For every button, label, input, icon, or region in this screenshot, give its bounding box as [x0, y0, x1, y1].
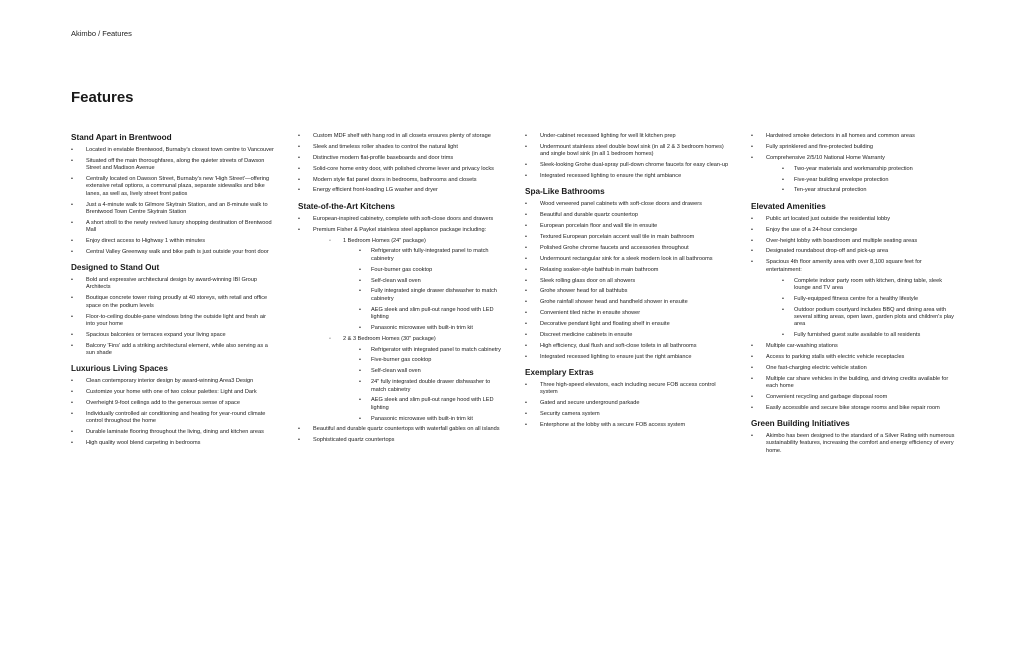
- sub-list-item: [327, 336, 505, 423]
- list-item: [751, 155, 956, 195]
- sub-sub-list: [343, 347, 505, 423]
- sub-sub-list-item: • Four-burner gas cooktop: [359, 267, 505, 274]
- feature-list: [71, 147, 276, 256]
- list-item: • High efficiency, dual flush and soft-close toilets in all bathrooms: [525, 343, 732, 350]
- list-item: • Overheight 9-foot ceilings add to the generous sense of space: [71, 400, 276, 407]
- list-item: • Clean contemporary interior design by award-winning Area3 Design: [71, 378, 276, 385]
- sub-sub-list-item: • Refrigerator with integrated panel to match cabinetry: [359, 347, 505, 354]
- sub-sub-list-item: • AEG sleek and slim pull-out range hood with LED lighting: [359, 307, 505, 322]
- list-item: • High quality wool blend carpeting in bedrooms: [71, 440, 276, 447]
- section-heading: Spa-Like Bathrooms: [525, 187, 605, 197]
- list-item: • Durable laminate flooring throughout the living, dining and kitchen areas: [71, 429, 276, 436]
- section-heading: Stand Apart in Brentwood: [71, 133, 172, 142]
- list-item: • Modern style flat panel doors in bedrooms, bathrooms and closets: [298, 177, 505, 184]
- section-heading: Designed to Stand Out: [71, 263, 160, 273]
- list-item: • Akimbo has been designed to the standard of a Silver Rating with numerous sustainability features, increasing the comfort and energy efficiency of every home.: [751, 433, 956, 455]
- list-item: • Spacious balconies or terraces expand your living space: [71, 332, 276, 339]
- group-label: 2 & 3 Bedroom Homes (30" package): [343, 335, 436, 342]
- sub-list-item: • Fully furnished guest suite available to all residents: [782, 332, 956, 339]
- sub-sub-list-item: • 24" fully integrated double drawer dishwasher to match cabinetry: [359, 379, 505, 394]
- sub-sub-list-item: • Self-clean wall oven: [359, 368, 505, 375]
- list-item: • Beautiful and durable quartz countertops with waterfall gables on all islands: [298, 426, 505, 433]
- list-item: • Located in enviable Brentwood, Burnaby's closest town centre to Vancouver: [71, 147, 276, 154]
- sub-sub-list-item: • Fully integrated single drawer dishwasher to match cabinetry: [359, 288, 505, 303]
- list-item: • Situated off the main thoroughfares, along the quieter streets of Dawson Street and Madison Avenue: [71, 158, 276, 173]
- sub-list-item: • Outdoor podium courtyard includes BBQ and dining area with several sitting areas, open lawn, garden plots and children's play area: [782, 307, 956, 329]
- list-item: • Boutique concrete tower rising proudly at 40 storeys, with retail and office space on the podium levels: [71, 295, 276, 310]
- list-item: • Gated and secure underground parkade: [525, 400, 732, 407]
- list-item: • Solid-core home entry door, with polished chrome lever and privacy locks: [298, 166, 505, 173]
- sub-sub-list-item: • Self-clean wall oven: [359, 278, 505, 285]
- list-item: • Fully sprinklered and fire-protected building: [751, 144, 956, 151]
- feature-list: [71, 277, 276, 357]
- list-item: • Grohe rainfall shower head and handheld shower in ensuite: [525, 299, 732, 306]
- list-item: • Beautiful and durable quartz countertop: [525, 212, 732, 219]
- list-item: • Centrally located on Dawson Street, Burnaby's new 'High Street'—offering extensive retail options, a communal plaza, separate sidewalks and bike lanes, as well as, lively street front patios: [71, 176, 276, 198]
- sub-list-item: • Complete indoor party room with kitchen, dining table, sleek lounge and TV area: [782, 278, 956, 293]
- list-item: • European-inspired cabinetry, complete with soft-close doors and drawers: [298, 216, 505, 223]
- list-item: • Sleek rolling glass door on all showers: [525, 278, 732, 285]
- list-item: • Bold and expressive architectural design by award-winning IBI Group Architects: [71, 277, 276, 292]
- list-item: • Designated roundabout drop-off and pick-up area: [751, 248, 956, 255]
- list-item: • Just a 4-minute walk to Gilmore Skytrain Station, and an 8-minute walk to Brentwood Town Centre Skytrain Station: [71, 202, 276, 217]
- list-item: • Wood veneered panel cabinets with soft-close doors and drawers: [525, 201, 732, 208]
- list-item: • European porcelain floor and wall tile in ensuite: [525, 223, 732, 230]
- list-item: • Multiple car share vehicles in the building, and driving credits available for each home: [751, 376, 956, 391]
- sub-list: [766, 278, 956, 340]
- section-heading: State-of-the-Art Kitchens: [298, 201, 395, 211]
- list-item: • Distinctive modern flat-profile baseboards and door trims: [298, 155, 505, 162]
- feature-list: [71, 378, 276, 447]
- feature-list: [525, 382, 732, 429]
- column-2: [298, 133, 505, 448]
- sub-list: [313, 238, 505, 423]
- list-item: • Convenient recycling and garbage disposal room: [751, 394, 956, 401]
- sub-list-item: • Five-year building envelope protection: [782, 177, 956, 184]
- group-label: 1 Bedroom Homes (24" package): [343, 237, 426, 244]
- section-heading: Exemplary Extras: [525, 368, 594, 378]
- list-item: • Hardwired smoke detectors in all homes and common areas: [751, 133, 956, 140]
- feature-list: [751, 133, 956, 195]
- feature-list: [298, 216, 505, 445]
- list-item-text: Comprehensive 2/5/10 National Home Warranty: [766, 154, 885, 161]
- sub-list: [766, 166, 956, 195]
- sub-sub-list-item: • Refrigerator with fully-integrated panel to match cabinetry: [359, 248, 505, 263]
- list-item: • Enterphone at the lobby with a secure FOB access system: [525, 422, 732, 429]
- list-item: • Relaxing soaker-style bathtub in main bathroom: [525, 267, 732, 274]
- list-item: • Customize your home with one of two colour palettes: Light and Dark: [71, 389, 276, 396]
- list-item: [298, 227, 505, 423]
- list-item: • Sleek and timeless roller shades to control the natural light: [298, 144, 505, 151]
- column-1: [71, 133, 276, 451]
- breadcrumb[interactable]: Akimbo / Features: [71, 29, 132, 38]
- list-item: • Integrated recessed lighting to ensure just the right ambiance: [525, 354, 732, 361]
- section-heading: Elevated Amenities: [751, 201, 826, 211]
- list-item: • Custom MDF shelf with hang rod in all closets ensures plenty of storage: [298, 133, 505, 140]
- list-item: • Over-height lobby with boardroom and multiple seating areas: [751, 238, 956, 245]
- list-item: • Enjoy direct access to Highway 1 within minutes: [71, 238, 276, 245]
- list-item: • Discreet medicine cabinets in ensuite: [525, 332, 732, 339]
- feature-list: [751, 216, 956, 412]
- page-title: Features: [71, 89, 134, 106]
- list-item: • Polished Grohe chrome faucets and accessories throughout: [525, 245, 732, 252]
- section-heading: Green Building Initiatives: [751, 419, 850, 428]
- sub-sub-list-item: • Panasonic microwave with built-in trim kit: [359, 325, 505, 332]
- sub-sub-list-item: • Five-burner gas cooktop: [359, 357, 505, 364]
- list-item: • Integrated recessed lighting to ensure the right ambiance: [525, 173, 732, 180]
- feature-list: [525, 201, 732, 361]
- list-item: • Decorative pendant light and floating shelf in ensuite: [525, 321, 732, 328]
- list-item: • Access to parking stalls with electric vehicle receptacles: [751, 354, 956, 361]
- list-item: • Energy efficient front-loading LG washer and dryer: [298, 187, 505, 194]
- list-item: • Undermount stainless steel double bowl sink (in all 2 & 3 bedroom homes) and single bowl sink (in all 1 bedroom homes): [525, 144, 732, 159]
- column-3: [525, 133, 732, 433]
- sub-list-item: [327, 238, 505, 333]
- list-item: • Undermount rectangular sink for a sleek modern look in all bathrooms: [525, 256, 732, 263]
- list-item: • Easily accessible and secure bike storage rooms and bike repair room: [751, 405, 956, 412]
- column-4: [751, 133, 956, 458]
- list-item: • Security camera system: [525, 411, 732, 418]
- list-item: • Sophisticated quartz countertops: [298, 437, 505, 444]
- list-item: • Balcony 'Fins' add a striking architectural element, while also serving as a sun shade: [71, 343, 276, 358]
- list-item: • Central Valley Greenway walk and bike path is just outside your front door: [71, 249, 276, 256]
- list-item: • Multiple car-washing stations: [751, 343, 956, 350]
- list-item: • Under-cabinet recessed lighting for well lit kitchen prep: [525, 133, 732, 140]
- sub-list-item: • Two-year materials and workmanship protection: [782, 166, 956, 173]
- list-item: • Enjoy the use of a 24-hour concierge: [751, 227, 956, 234]
- list-item: • Individually controlled air conditioning and heating for year-round climate control throughout the home: [71, 411, 276, 426]
- list-item: • Sleek-looking Grohe dual-spray pull-down chrome faucets for easy clean-up: [525, 162, 732, 169]
- sub-sub-list-item: • AEG sleek and slim pull-out range hood with LED lighting: [359, 397, 505, 412]
- list-item-text: Premium Fisher & Paykel stainless steel appliance package including:: [313, 226, 487, 233]
- list-item: • Textured European porcelain accent wall tile in main bathroom: [525, 234, 732, 241]
- list-item: • Three high-speed elevators, each including secure FOB access control system: [525, 382, 732, 397]
- list-item: • A short stroll to the newly revived luxury shopping destination of Brentwood Mall: [71, 220, 276, 235]
- sub-list-item: • Ten-year structural protection: [782, 187, 956, 194]
- sub-list-item: • Fully-equipped fitness centre for a healthy lifestyle: [782, 296, 956, 303]
- list-item: • One fast-charging electric vehicle station: [751, 365, 956, 372]
- list-item: • Convenient tiled niche in ensuite shower: [525, 310, 732, 317]
- feature-list: [525, 133, 732, 180]
- section-heading: Luxurious Living Spaces: [71, 364, 168, 374]
- feature-list: [751, 433, 956, 455]
- sub-sub-list: [343, 248, 505, 332]
- list-item: • Grohe shower head for all bathtubs: [525, 288, 732, 295]
- list-item: • Public art located just outside the residential lobby: [751, 216, 956, 223]
- sub-sub-list-item: • Panasonic microwave with built-in trim kit: [359, 416, 505, 423]
- list-item-text: Spacious 4th floor amenity area with over 8,100 square feet for entertainment:: [766, 259, 922, 273]
- feature-list: [298, 133, 505, 195]
- list-item: • Floor-to-ceiling double-pane windows bring the outside light and fresh air into your home: [71, 314, 276, 329]
- list-item: [751, 259, 956, 339]
